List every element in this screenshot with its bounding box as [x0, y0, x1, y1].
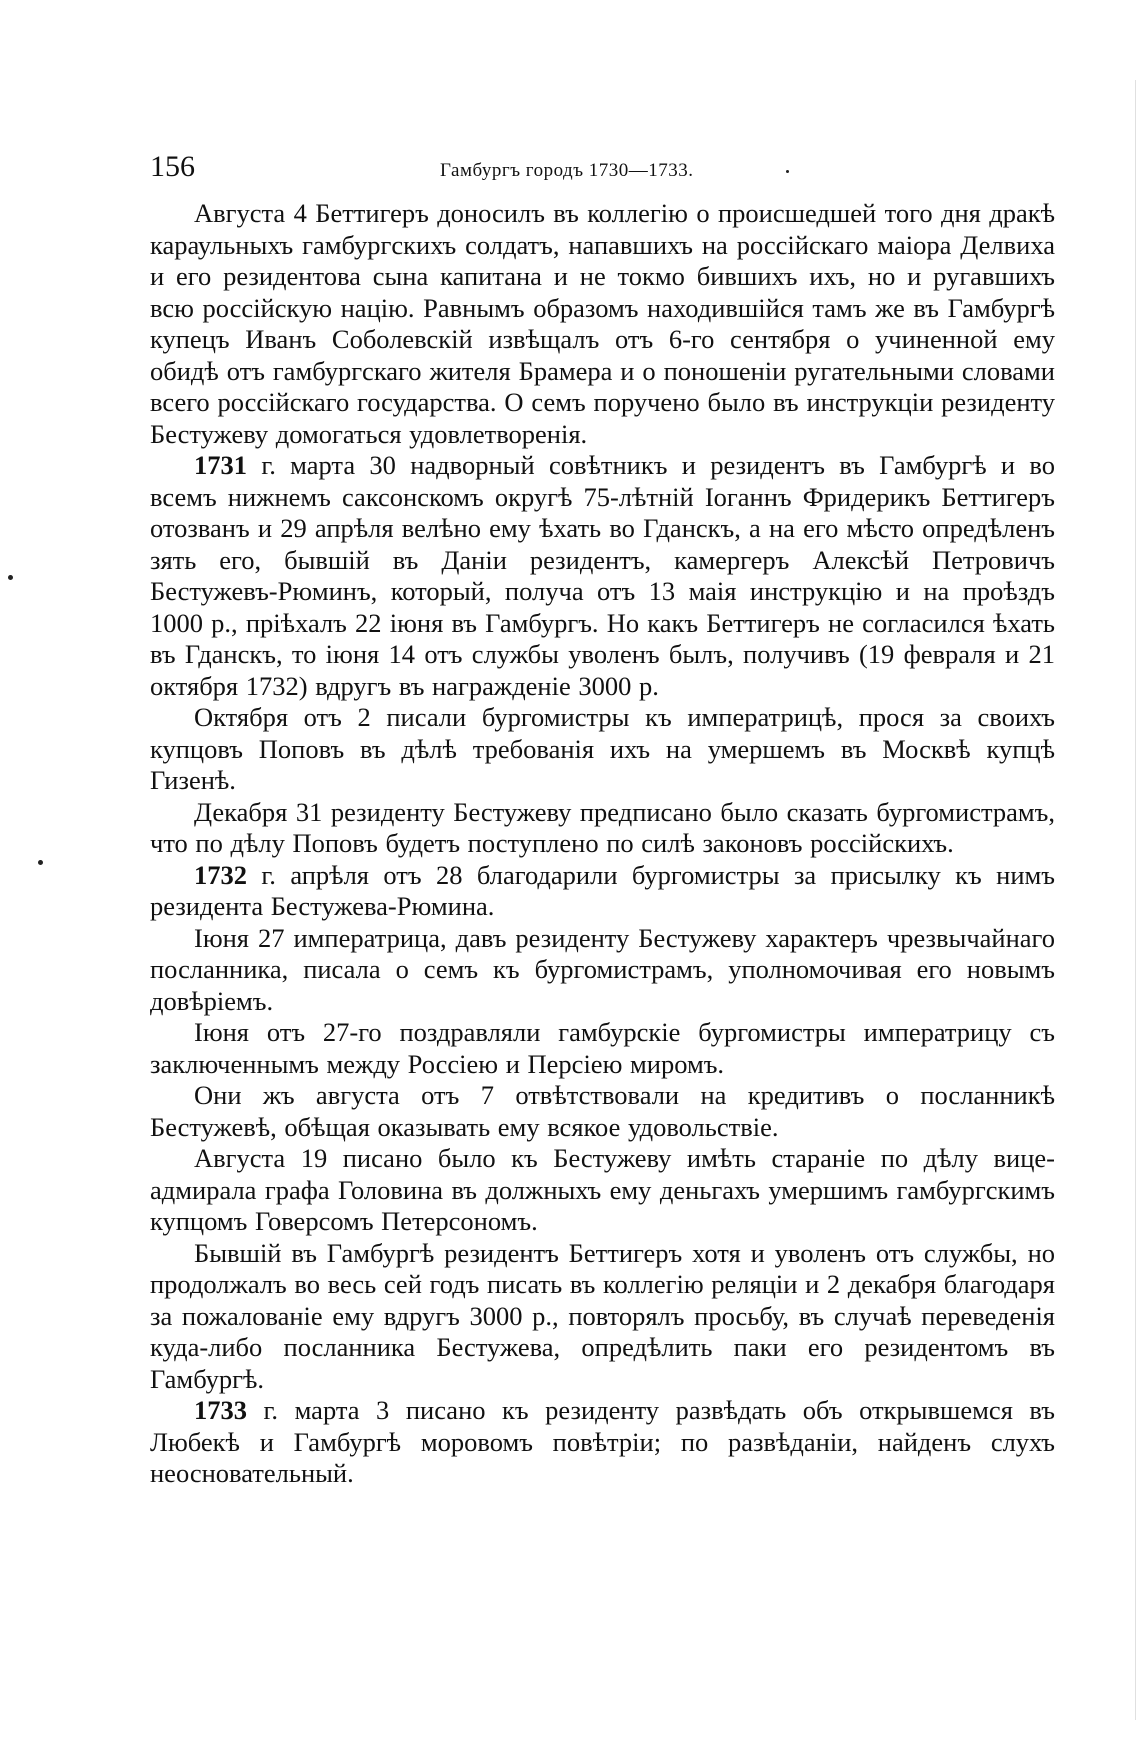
page-header — [150, 150, 1055, 198]
year-heading: 1733 — [194, 1395, 247, 1425]
paragraph: 1731 г. марта 30 надворный совѣтникъ и резидентъ въ Гамбургѣ и во всемъ нижнемъ саксонскомъ округѣ 75-лѣтній Іоганнъ Фридерикъ Беттигеръ отозванъ и 29 апрѣля велѣно ему ѣхать во Гданскъ, а на его мѣсто опредѣленъ зять его, бывшій въ Даніи резидентъ, камергеръ Алексѣй Петровичъ Бестужевъ-Рюминъ, который, получа отъ 13 маія инструкцію и на проѣздъ 1000 р., пріѣхалъ 22 іюня въ Гамбургъ. Но какъ Беттигеръ не согласился ѣхать въ Гданскъ, то іюня 14 отъ службы уволенъ былъ, получивъ (19 февраля и 21 октября 1732) вдругъ въ награжденіе 3000 р. — [150, 450, 1055, 701]
paragraph: Августа 4 Беттигеръ доносилъ въ коллегію о происшедшей того дня дракѣ караульныхъ гамбургскихъ солдатъ, напавшихъ на россійскаго маіора Делвиха и его резидентова сына капитана и не токмо бившихъ ихъ, но и ругавшихъ всю россійскую націю. Равнымъ образомъ находившійся тамъ же въ Гамбургѣ купецъ Иванъ Соболевскій извѣщалъ отъ 6-го сентября о учиненной ему обидѣ отъ гамбургскаго жителя Брамера и о поношеніи ругательными словами всего россійскаго государства. О семъ поручено было въ инструкціи резиденту Бестужеву домогаться удовлетворенія. — [150, 198, 1055, 449]
body-text — [150, 198, 1055, 1490]
paragraph: Іюня 27 императрица, давъ резиденту Бестужеву характеръ чрезвычайнаго посланника, писала о семъ къ бургомистрамъ, уполномочивая его новымъ довѣріемъ. — [150, 922, 1055, 1016]
paragraph: Октября отъ 2 писали бургомистры къ императрицѣ, прося за своихъ купцовъ Поповъ въ дѣлѣ требованія ихъ на умершемъ въ Москвѣ купцѣ Гизенѣ. — [150, 702, 1055, 795]
paragraph: Іюня отъ 27-го поздравляли гамбурскіе бургомистры императрицу съ заключеннымъ между Россіею и Персіею миромъ. — [150, 1017, 1055, 1079]
running-title: Гамбургъ городъ 1730—1733. — [440, 160, 694, 181]
year-heading: 1732 — [194, 859, 247, 890]
paragraph: 1732 г. апрѣля отъ 28 благодарили бургомистры за присылку къ нимъ резидента Бестужева-Рюмина. — [150, 859, 1055, 921]
paragraph: Августа 19 писано было къ Бестужеву имѣть стараніе по дѣлу вице-адмирала графа Головина въ должныхъ ему деньгахъ умершимъ гамбургскимъ купцомъ Говерсомъ Петерсономъ. — [150, 1143, 1055, 1236]
paragraph: Бывшій въ Гамбургѣ резидентъ Беттигеръ хотя и уволенъ отъ службы, но продолжалъ во весь сей годъ писать въ коллегію реляціи и 2 декабря благодаря за пожалованіе ему вдругъ 3000 р., повторялъ просьбу, въ случаѣ переведенія куда-либо посланника Бестужева, опредѣлить паки его резидентомъ въ Гамбургѣ. — [150, 1237, 1055, 1394]
margin-dot-mark — [38, 860, 43, 865]
page-number: 156 — [150, 150, 195, 183]
page-edge-line — [1135, 80, 1136, 1720]
year-heading: 1731 — [194, 450, 247, 480]
paragraph: Декабря 31 резиденту Бестужеву предписано было сказать бургомистрамъ, что по дѣлу Поповъ будетъ поступлено по силѣ законовъ россійскихъ. — [150, 796, 1055, 858]
paragraph: 1733 г. марта 3 писано къ резиденту развѣдать объ открывшемся въ Любекѣ и Гамбургѣ моровомъ повѣтріи; по развѣданіи, найденъ слухъ неосновательный. — [150, 1395, 1055, 1488]
margin-dot-mark — [8, 575, 13, 580]
paragraph: Они жъ августа отъ 7 отвѣтствовали на кредитивъ о посланникѣ Бестужевѣ, обѣщая оказывать ему всякое удовольствіе. — [150, 1080, 1055, 1142]
page — [150, 150, 1055, 1490]
